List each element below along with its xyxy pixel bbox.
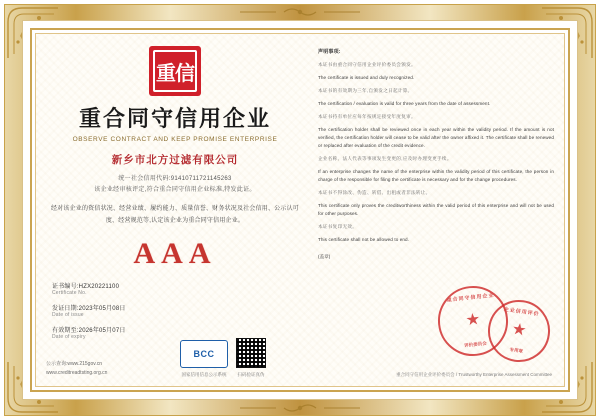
certificate-body-cn: 经对该企业的资信状况、经营业绩、履约能力、质量信誉、财务状况及社会信用、公示认可度、经营规范等,认定该企业为重合同守信用企业。 [50, 205, 299, 224]
issue-date-en: Date of issue [52, 311, 84, 318]
bcc-badge-caption: 国家信用信息公示系统 [181, 372, 227, 377]
bcc-badge[interactable]: BCC [180, 340, 228, 368]
certificate-title-en: OBSERVE CONTRACT AND KEEP PROMISE ENTERPRISE [72, 136, 278, 143]
qr-code-icon[interactable] [236, 338, 266, 368]
terms-paragraph: 本证书持有单位应每年按规定接受年度复审。 [318, 114, 416, 120]
terms-paragraph: This certificate shall not be allowed to end. [318, 237, 410, 243]
meta-row [52, 325, 304, 340]
company-name: 新乡市北方过滤有限公司 [111, 155, 239, 166]
approval-line: 该企业经审核评定,符合重合同守信用企业标准,特发此证。 [94, 187, 256, 194]
seal-caption: 重合同守信用企业评价委员会 / Trustworthy Enterprise Assessment Committee [396, 371, 552, 377]
expiry-date-cn: 有效期至:2026年05月07日 [52, 327, 126, 334]
certificate-number-cn: 证书编号:HZX20221100 [52, 283, 120, 290]
seal-star-icon: ★ [465, 312, 480, 329]
footer-contact [46, 360, 107, 378]
terms-paragraph: 本证书复印无效。 [318, 224, 358, 230]
rating-grade: AAA [133, 236, 217, 270]
terms-heading: 声明事项: [318, 49, 341, 55]
terms-paragraph: The certification holder shall be reviewed once in each year within the validity period. If the amount is not verified, the certification holder will cease to be valid after the owner affixed it. The certificate shall be renewed or replaced after evaluation of the credit evidence. [318, 127, 554, 149]
terms-paragraph: 本证书的有效期为三年,自颁发之日起计算。 [318, 88, 413, 94]
signature-block [318, 253, 554, 262]
certificate-title-cn: 重合同守信用企业 [78, 106, 271, 131]
terms-paragraph: 本证书由重合同守信用企业评价委员会颁发。 [318, 62, 416, 67]
expiry-date-en: Date of expiry [52, 333, 86, 340]
verification-badges [180, 338, 266, 377]
meta-row [52, 303, 304, 318]
seal-secondary-top-text: 企业信用评价 [503, 307, 540, 318]
certificate-main-column [40, 38, 308, 382]
seal-primary-top-text: 重合同守信用企业 [446, 293, 495, 304]
qr-code-caption: 扫码验证真伪 [237, 372, 265, 377]
terms-paragraph: The certification / evaluation is valid for three years from the date of assessment. [318, 101, 491, 107]
terms-paragraph: 本证书不得涂改、伪造、转借、出租或者非法转让。 [318, 190, 431, 196]
credit-code-line: 统一社会信用代码:91410711721145263 [118, 176, 232, 182]
certificate-number-en: Certificate No. [52, 289, 87, 296]
certificate-content [40, 38, 560, 382]
terms-paragraph: This certificate only proves the creditworthiness within the valid period of this enterprise and will not be used for other purposes. [318, 203, 554, 217]
certificate-meta [46, 281, 304, 340]
terms-paragraph: 企业名称、法人代表等事项发生变更的,应及时办理变更手续。 [318, 156, 452, 162]
meta-row [52, 281, 304, 296]
seal-primary-bottom-text: 评价委员会 [464, 340, 487, 349]
signature-seal-label: (盖章) [318, 253, 331, 259]
terms-paragraph: The certificate is issued and duly recognized. [318, 75, 415, 81]
footer-line-1: 公示查询:www.215gov.cn [46, 361, 103, 367]
terms-paragraph: If an enterprise changes the name of the enterprise within the validity period of this certificate, the person in charge of the responsible for filing the certificate is necessary and for the change procedures. [318, 169, 554, 183]
footer-line-2: www.creditreadtsting.org.cn [46, 370, 108, 376]
issuer-logo-text: 重信 [153, 50, 197, 92]
bcc-badge-wrap [180, 340, 228, 377]
qr-code-wrap [236, 338, 266, 377]
issue-date-cn: 发证日期:2023年05月08日 [52, 305, 126, 312]
seal-star-icon: ★ [511, 322, 527, 339]
issuer-logo-icon [149, 46, 201, 96]
seal-secondary-bottom-text: 专用章 [509, 346, 524, 354]
